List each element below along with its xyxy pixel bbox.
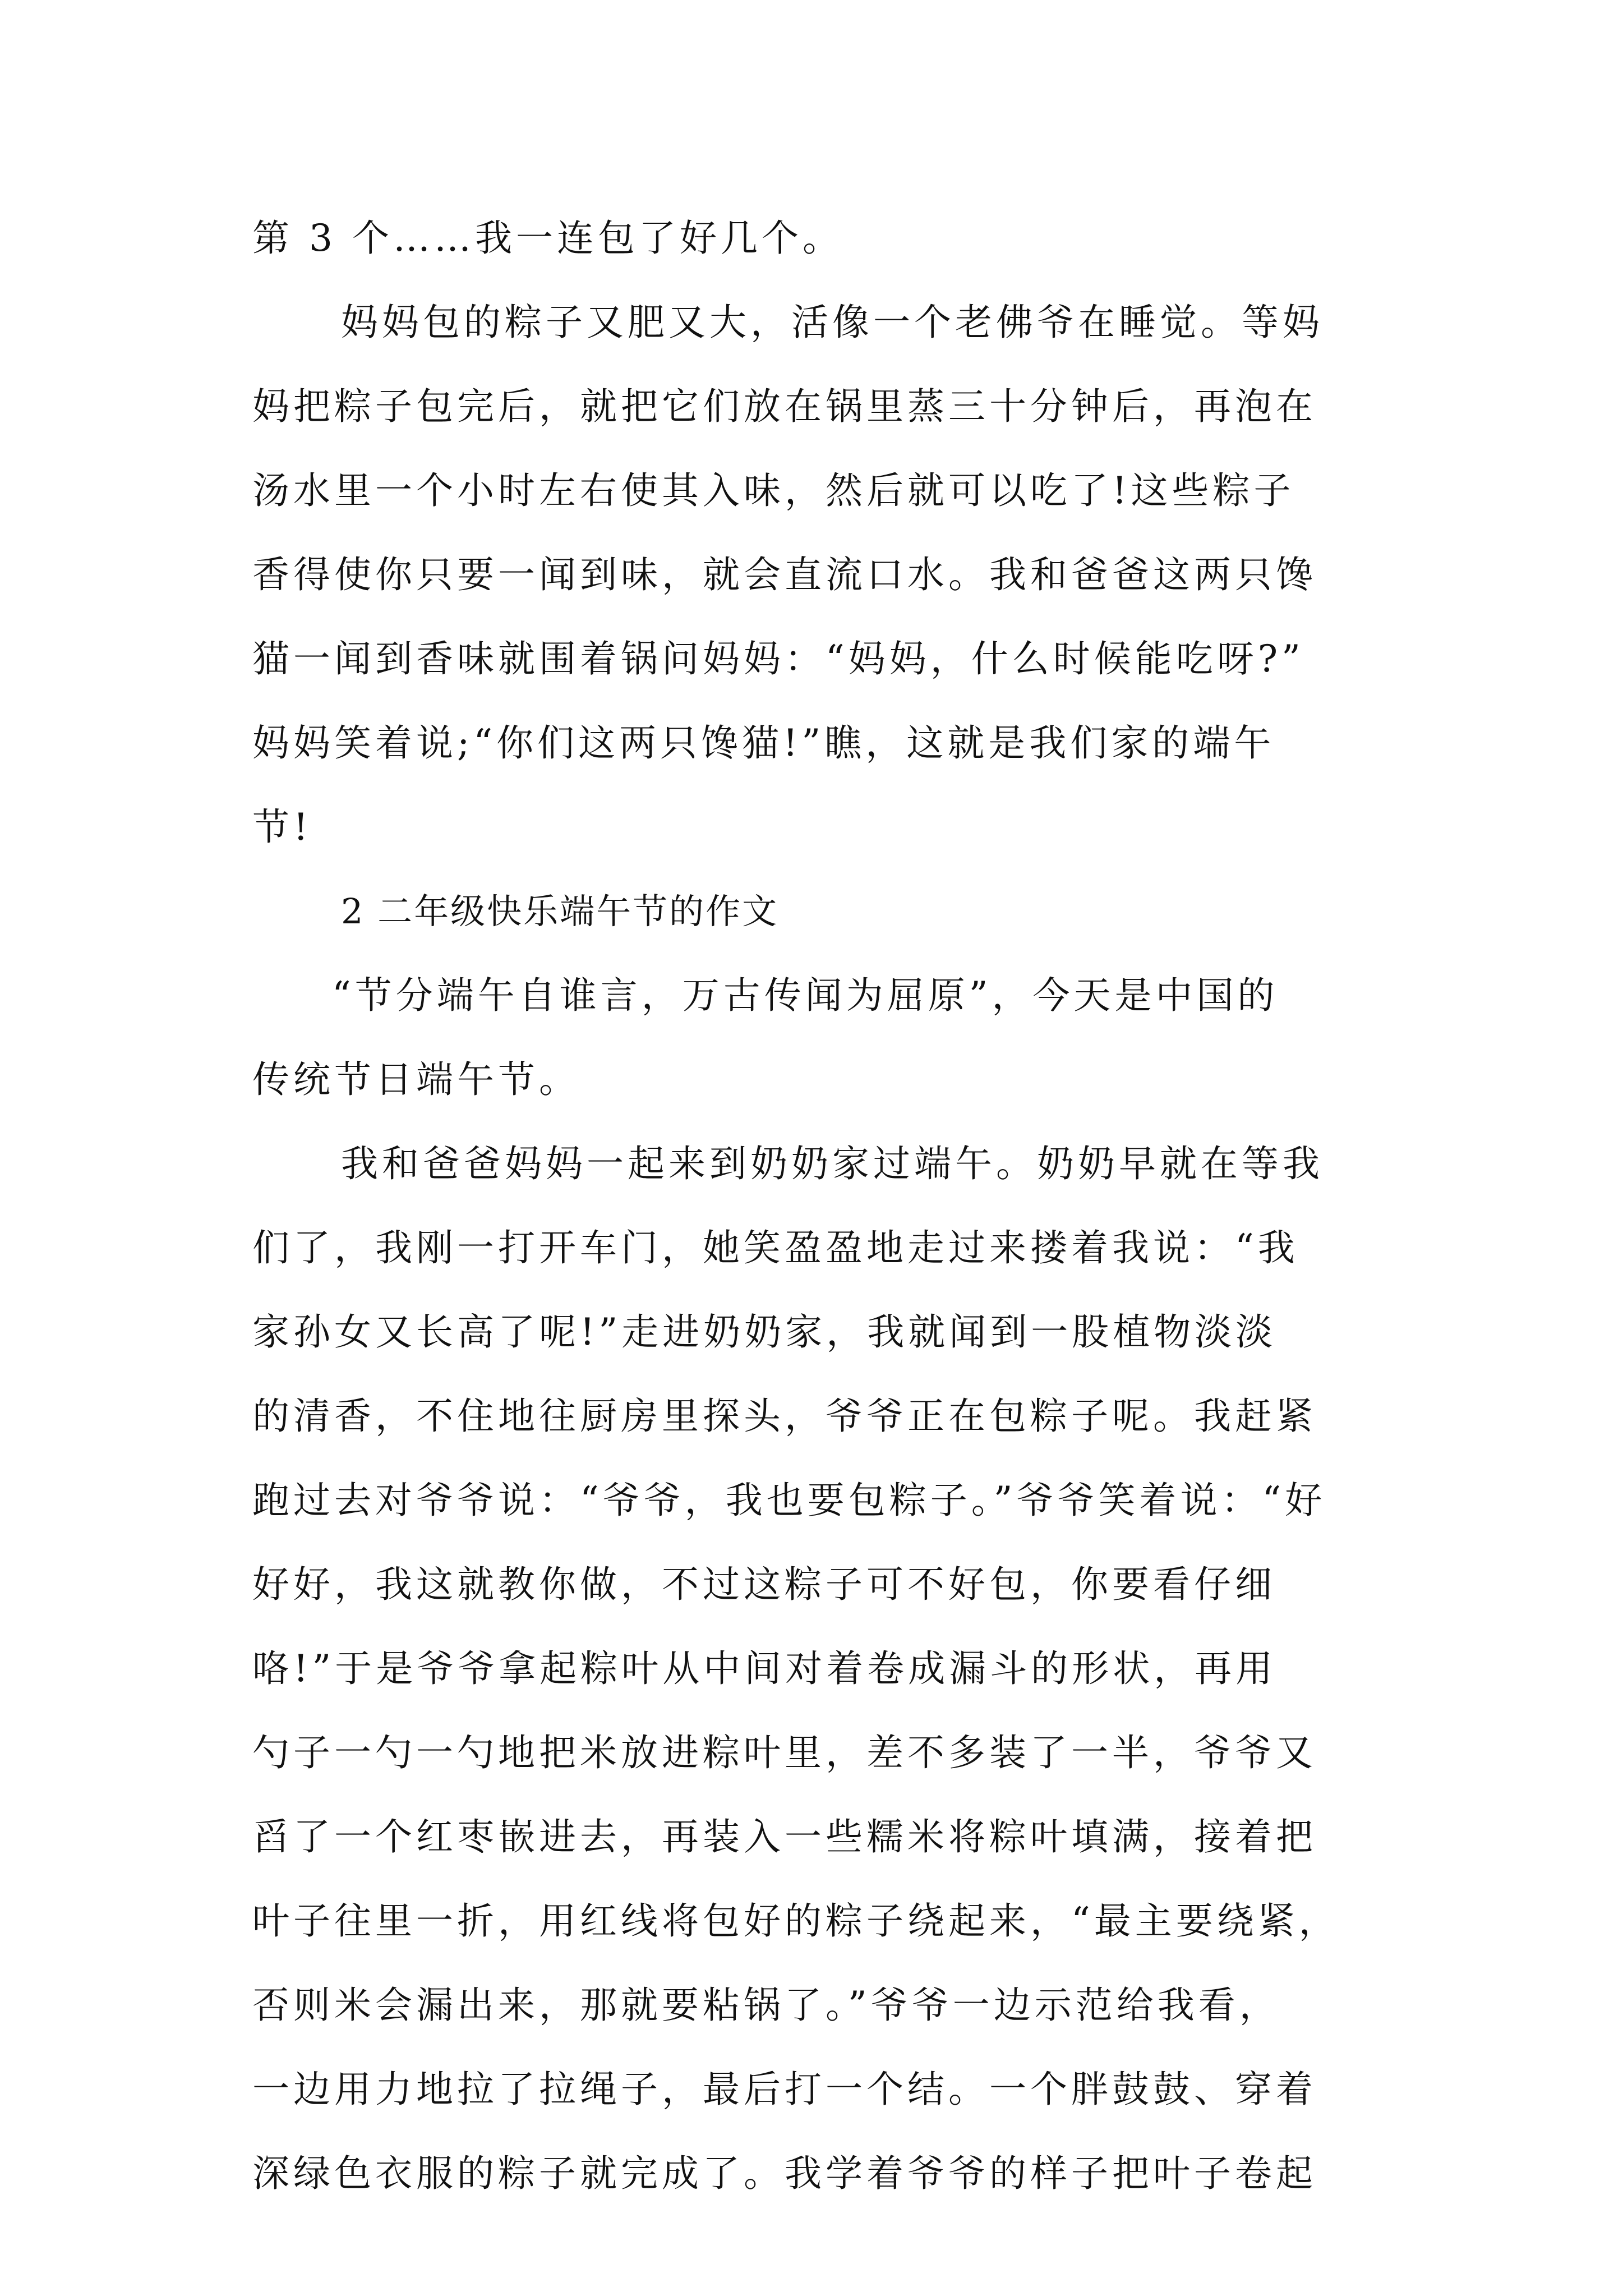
- text-line: 家孙女又长高了呢!”走进奶奶家，我就闻到一股植物淡淡: [252, 1310, 1277, 1354]
- text-line: 香得使你只要一闻到味，就会直流口水。我和爸爸这两只馋: [252, 553, 1317, 596]
- text-line: 跑过去对爷爷说：“爷爷，我也要包粽子。”爷爷笑着说：“好: [252, 1479, 1326, 1522]
- text-line: 一边用力地拉了拉绳子，最后打一个结。一个胖鼓鼓、穿着: [252, 2068, 1317, 2111]
- text-line: 妈妈笑着说;“你们这两只馋猫!”瞧，这就是我们家的端午: [252, 721, 1275, 765]
- text-line: “节分端午自谁言，万古传闻为屈原”，今天是中国的: [332, 974, 1279, 1017]
- text-line: 妈妈包的粽子又肥又大，活像一个老佛爷在睡觉。等妈: [341, 301, 1324, 344]
- text-line: 们了，我刚一打开车门，她笑盈盈地走过来搂着我说：“我: [252, 1226, 1299, 1269]
- text-line: 汤水里一个小时左右使其入味，然后就可以吃了!这些粽子: [252, 469, 1295, 512]
- text-line: 舀了一个红枣嵌进去，再装入一些糯米将粽叶填满，接着把: [252, 1815, 1317, 1858]
- text-line: 的清香，不住地往厨房里探头，爷爷正在包粽子呢。我赶紧: [252, 1395, 1317, 1438]
- text-line: 叶子往里一折，用红线将包好的粽子绕起来，“最主要绕紧，: [252, 1899, 1340, 1943]
- text-line: 咯!”于是爷爷拿起粽叶从中间对着卷成漏斗的形状，再用: [252, 1647, 1277, 1690]
- text-line: 好好，我这就教你做，不过这粽子可不好包，你要看仔细: [252, 1563, 1276, 1606]
- text-line: 传统节日端午节。: [252, 1058, 580, 1101]
- text-line: 我和爸爸妈妈一起来到奶奶家过端午。奶奶早就在等我: [341, 1142, 1324, 1185]
- text-line: 猫一闻到香味就围着锅问妈妈：“妈妈，什么时候能吃呀?”: [252, 637, 1304, 680]
- text-line: 节!: [252, 806, 312, 849]
- text-line: 深绿色衣服的粽子就完成了。我学着爷爷的样子把叶子卷起: [252, 2152, 1317, 2195]
- text-line: 第 3 个……我一连包了好几个。: [252, 217, 843, 260]
- text-line: 妈把粽子包完后，就把它们放在锅里蒸三十分钟后，再泡在: [252, 385, 1317, 428]
- text-line: 否则米会漏出来，那就要粘锅了。”爷爷一边示范给我看，: [252, 1984, 1280, 2027]
- section-heading: 2 二年级快乐端午节的作文: [341, 891, 779, 932]
- text-line: 勺子一勺一勺地把米放进粽叶里，差不多装了一半，爷爷又: [252, 1731, 1317, 1774]
